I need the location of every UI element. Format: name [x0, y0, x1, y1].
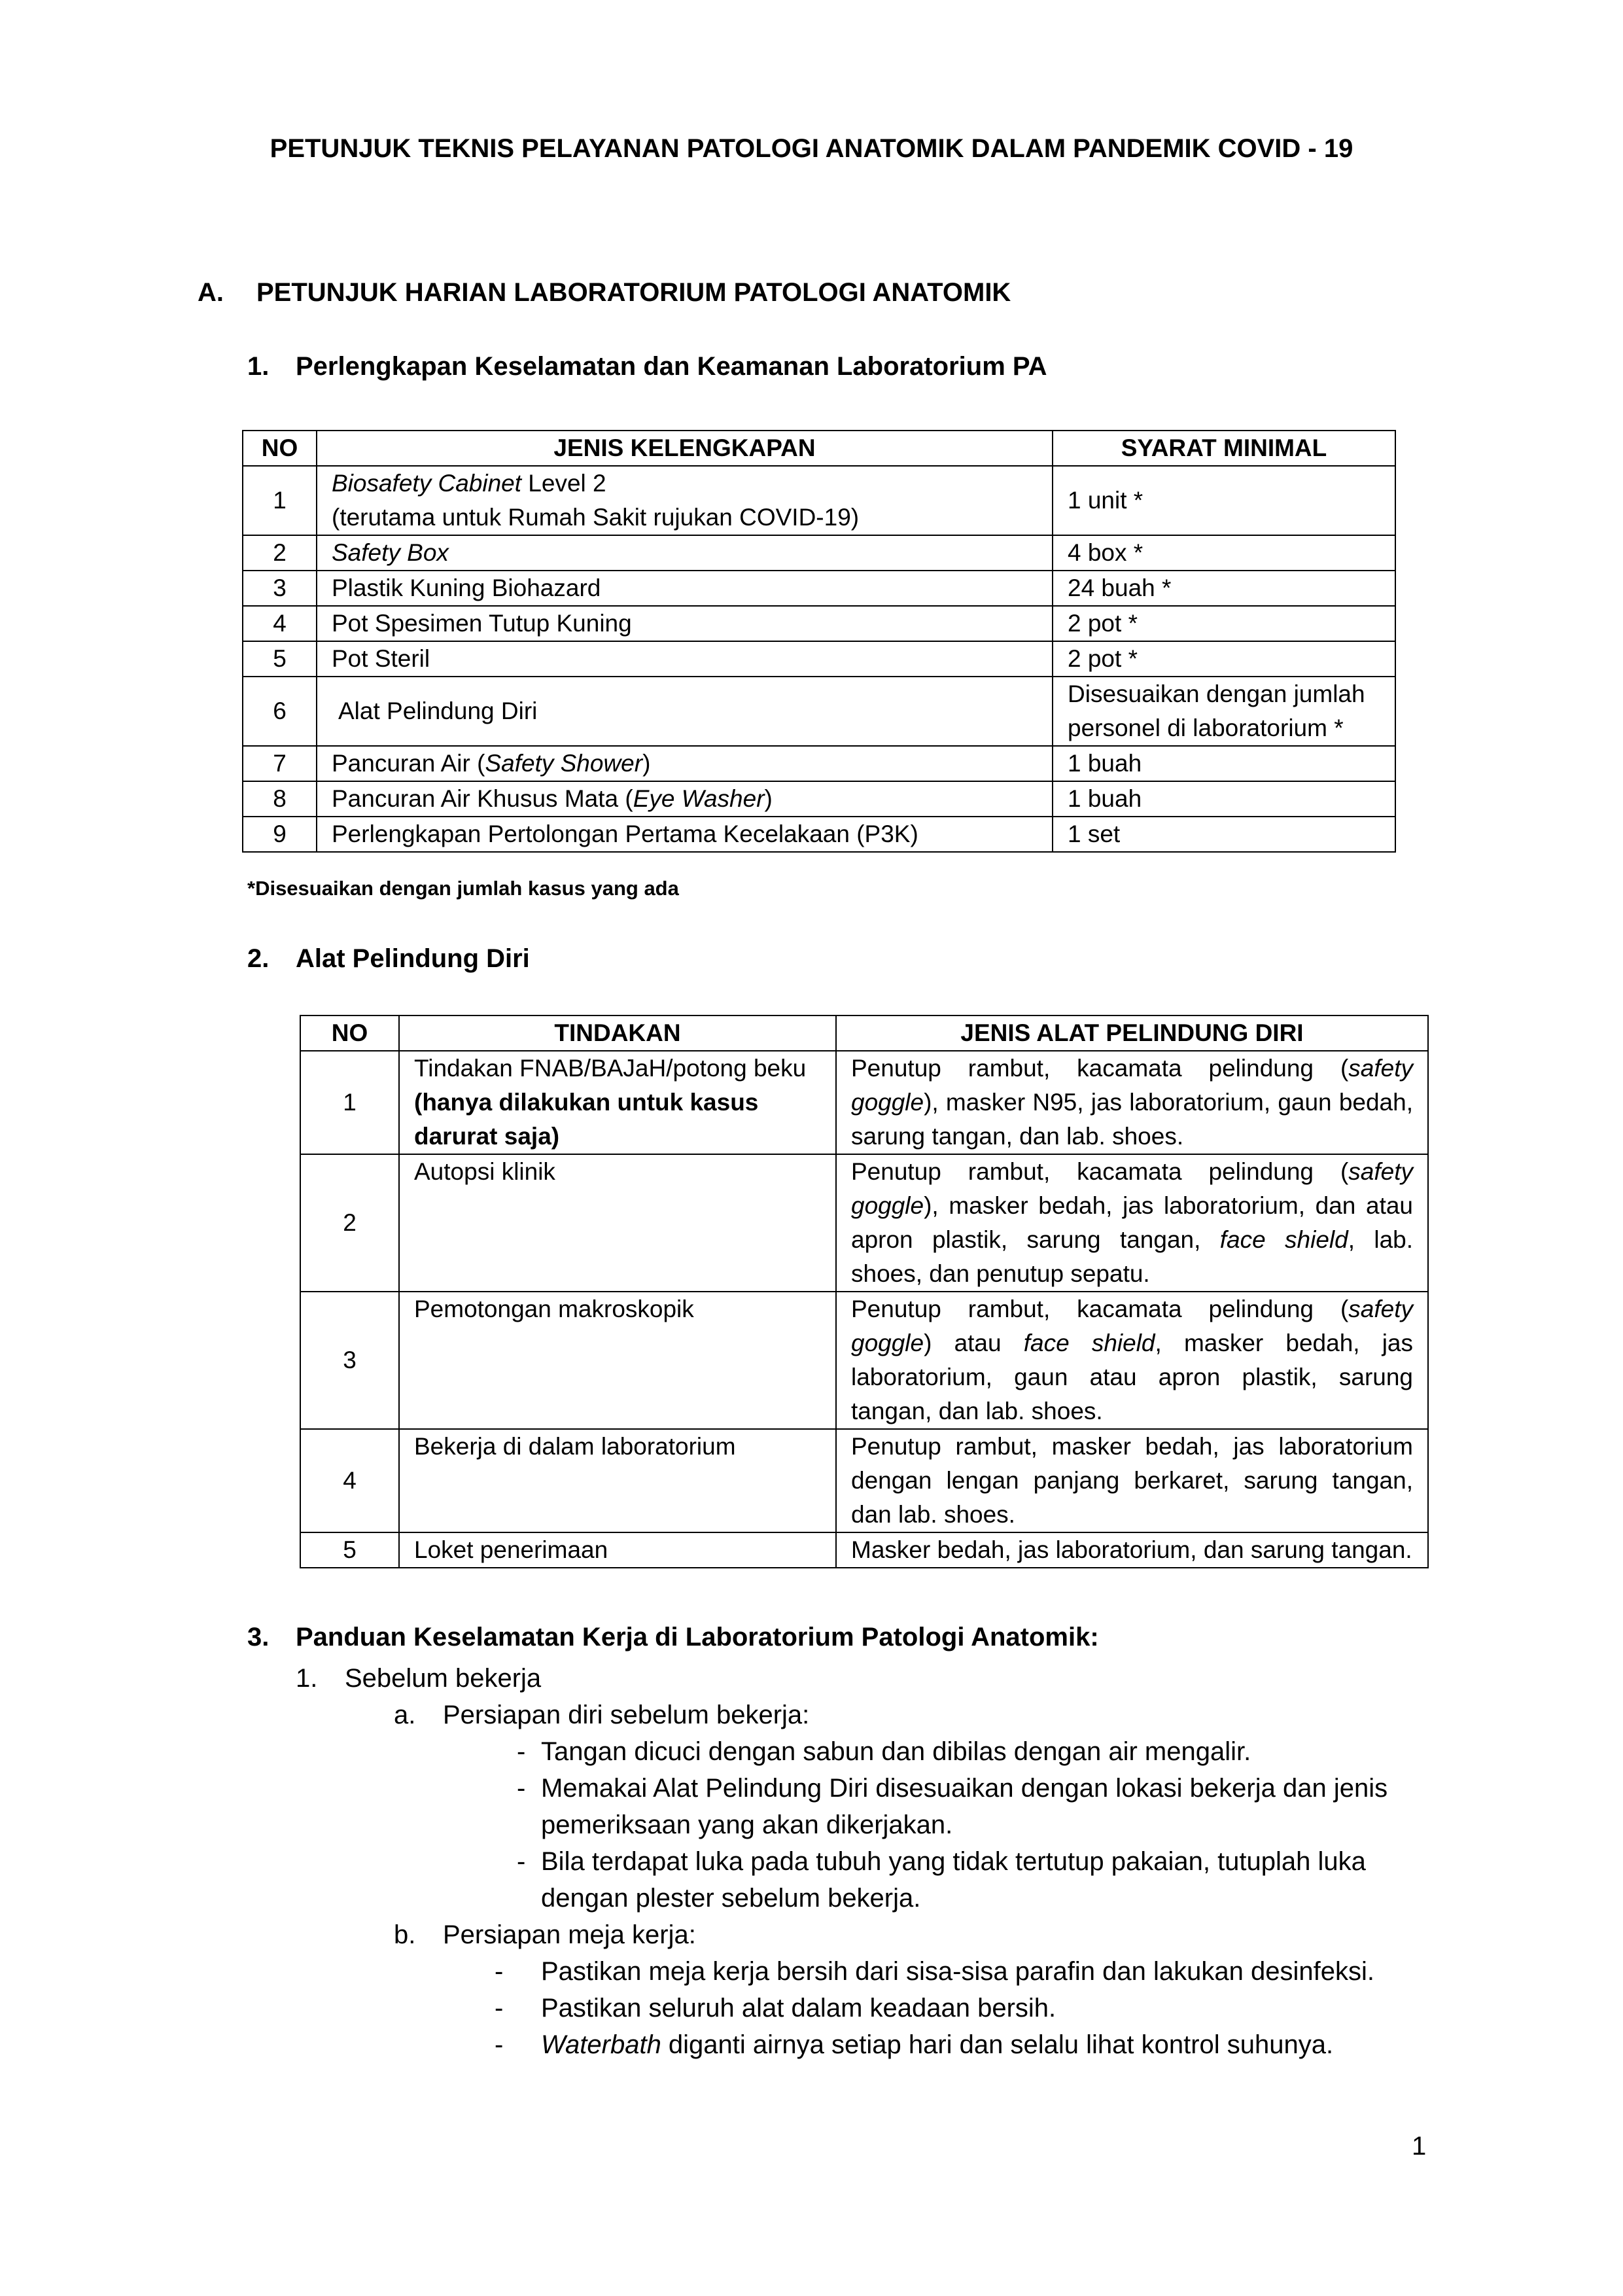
ppe-text: , lab. shoes, dan penutup sepatu.	[851, 1226, 1413, 1287]
table-row	[243, 571, 1395, 606]
ppe-italic-text: face shield	[1219, 1226, 1348, 1253]
requirement-cell: 4 box *	[1053, 535, 1395, 571]
table-header-row	[243, 431, 1395, 466]
step-1-number: 1.	[296, 1664, 318, 1693]
item-cell: Pot Spesimen Tutup Kuning	[317, 606, 1053, 641]
subsection-1-number: 1.	[247, 352, 270, 381]
table-row	[243, 746, 1395, 781]
item-cell	[317, 746, 1053, 781]
ppe-italic-text: safety goggle	[851, 1296, 1413, 1356]
item-italic-text: Biosafety Cabinet	[332, 470, 522, 497]
ppe-cell	[836, 1292, 1428, 1429]
dash-bullet: -	[517, 1847, 526, 1876]
requirement-cell: 2 pot *	[1053, 641, 1395, 677]
action-bold-text: (hanya dilakukan untuk kasus darurat saja)	[414, 1089, 759, 1150]
item-a-label: Persiapan diri sebelum bekerja:	[443, 1701, 810, 1729]
row-number: 1	[243, 466, 317, 535]
list-item: Bila terdapat luka pada tubuh yang tidak tertutup pakaian, tutuplah luka dengan plester sebelum bekerja.	[541, 1847, 1366, 1913]
row-number: 7	[243, 746, 317, 781]
table-footnote: *Disesuaikan dengan jumlah kasus yang ada	[247, 877, 679, 900]
col-header-action: TINDAKAN	[399, 1016, 836, 1051]
row-number: 4	[300, 1429, 399, 1532]
item-italic-text: Safety Box	[332, 539, 449, 566]
dash-bullet: -	[495, 1957, 504, 1986]
list-item	[541, 2026, 1333, 2063]
item-text: Level 2	[521, 470, 606, 497]
row-number: 9	[243, 817, 317, 852]
requirement-cell: 2 pot *	[1053, 606, 1395, 641]
ppe-text: Penutup rambut, masker bedah, jas laboratorium dengan lengan panjang berkaret, sarung tangan, dan lab. shoes.	[851, 1433, 1413, 1528]
item-b-letter: b.	[394, 1920, 416, 1949]
row-number: 3	[243, 571, 317, 606]
table-row	[300, 1051, 1428, 1154]
row-number: 8	[243, 781, 317, 817]
ppe-italic-text: safety goggle	[851, 1055, 1413, 1116]
requirement-cell: 1 buah	[1053, 746, 1395, 781]
table-row	[243, 606, 1395, 641]
table-row	[243, 677, 1395, 746]
ppe-cell	[836, 1051, 1428, 1154]
page-number: 1	[1412, 2132, 1427, 2161]
action-text: Tindakan FNAB/BAJaH/potong beku	[414, 1055, 807, 1082]
item-italic-text: Eye Washer	[633, 785, 765, 812]
ppe-table	[300, 1015, 1429, 1568]
row-number: 6	[243, 677, 317, 746]
col-header-item: JENIS KELENGKAPAN	[317, 431, 1053, 466]
col-header-no: NO	[300, 1016, 399, 1051]
table-row	[243, 535, 1395, 571]
ppe-cell	[836, 1154, 1428, 1292]
ppe-text: ) atau	[924, 1330, 1024, 1356]
item-text-close: )	[764, 785, 773, 812]
list-item-text: diganti airnya setiap hari dan selalu lihat kontrol suhunya.	[661, 2030, 1334, 2059]
ppe-text: Masker bedah, jas laboratorium, dan sarung tangan.	[851, 1536, 1412, 1563]
row-number: 2	[300, 1154, 399, 1292]
ppe-italic-text: face shield	[1023, 1330, 1155, 1356]
action-cell: Autopsi klinik	[399, 1154, 836, 1292]
subsection-2-title: Alat Pelindung Diri	[296, 944, 530, 973]
dash-bullet: -	[495, 1994, 504, 2022]
table-row	[243, 781, 1395, 817]
ppe-italic-text: safety goggle	[851, 1158, 1413, 1219]
dash-bullet: -	[517, 1774, 526, 1803]
row-number: 5	[300, 1532, 399, 1568]
table-row	[300, 1154, 1428, 1292]
list-item-italic: Waterbath	[541, 2030, 661, 2059]
list-item: Pastikan meja kerja bersih dari sisa-sisa parafin dan lakukan desinfeksi.	[541, 1957, 1374, 1986]
ppe-text: , masker bedah, jas laboratorium, gaun atau apron plastik, sarung tangan, dan lab. shoes.	[851, 1330, 1413, 1424]
ppe-text: Penutup rambut, kacamata pelindung (	[851, 1296, 1349, 1322]
item-cell	[317, 466, 1053, 535]
ppe-cell	[836, 1532, 1428, 1568]
table-row	[300, 1292, 1428, 1429]
table-header-row	[300, 1016, 1428, 1051]
subsection-3-number: 3.	[247, 1623, 270, 1651]
item-a-letter: a.	[394, 1701, 416, 1729]
ppe-text: ), masker bedah, jas laboratorium, dan atau apron plastik, sarung tangan,	[851, 1192, 1413, 1253]
list-item: Memakai Alat Pelindung Diri disesuaikan dengan lokasi bekerja dan jenis pemeriksaan yang akan dikerjakan.	[541, 1774, 1388, 1839]
item-text: Pancuran Air (	[332, 750, 485, 777]
row-number: 5	[243, 641, 317, 677]
requirement-cell	[1053, 677, 1395, 746]
list-item: Tangan dicuci dengan sabun dan dibilas dengan air mengalir.	[541, 1737, 1251, 1766]
item-cell: Pot Steril	[317, 641, 1053, 677]
row-number: 4	[243, 606, 317, 641]
requirement-cell: 1 set	[1053, 817, 1395, 852]
dash-bullet: -	[517, 1737, 526, 1766]
requirement-line1: Disesuaikan dengan jumlah	[1068, 680, 1365, 707]
table-row	[300, 1532, 1428, 1568]
item-cell: Alat Pelindung Diri	[317, 677, 1053, 746]
item-cell	[317, 781, 1053, 817]
document-title: PETUNJUK TEKNIS PELAYANAN PATOLOGI ANATOMIK DALAM PANDEMIK COVID - 19	[270, 134, 1353, 163]
subsection-2-number: 2.	[247, 944, 270, 973]
requirement-cell: 24 buah *	[1053, 571, 1395, 606]
ppe-text: ), masker N95, jas laboratorium, gaun bedah, sarung tangan, dan lab. shoes.	[851, 1089, 1413, 1150]
action-cell	[399, 1051, 836, 1154]
dash-bullet: -	[495, 2030, 504, 2059]
row-number: 3	[300, 1292, 399, 1429]
row-number: 1	[300, 1051, 399, 1154]
requirement-line2: personel di laboratorium *	[1068, 715, 1344, 741]
table-row	[243, 817, 1395, 852]
item-italic-text: Safety Shower	[485, 750, 643, 777]
requirement-cell: 1 buah	[1053, 781, 1395, 817]
list-item: Pastikan seluruh alat dalam keadaan bersih.	[541, 1994, 1056, 2022]
table-row	[243, 641, 1395, 677]
ppe-cell	[836, 1429, 1428, 1532]
col-header-ppe: JENIS ALAT PELINDUNG DIRI	[836, 1016, 1428, 1051]
requirement-cell: 1 unit *	[1053, 466, 1395, 535]
ppe-text: Penutup rambut, kacamata pelindung (	[851, 1158, 1349, 1185]
table-row	[300, 1429, 1428, 1532]
col-header-no: NO	[243, 431, 317, 466]
step-1-label: Sebelum bekerja	[345, 1664, 542, 1693]
section-a-letter: A.	[198, 278, 224, 307]
action-cell: Bekerja di dalam laboratorium	[399, 1429, 836, 1532]
item-cell: Perlengkapan Pertolongan Pertama Kecelakaan (P3K)	[317, 817, 1053, 852]
ppe-text: Penutup rambut, kacamata pelindung (	[851, 1055, 1349, 1082]
item-text: Pancuran Air Khusus Mata (	[332, 785, 633, 812]
item-text-line2: (terutama untuk Rumah Sakit rujukan COVID-19)	[332, 504, 860, 531]
item-text-close: )	[642, 750, 651, 777]
action-cell: Loket penerimaan	[399, 1532, 836, 1568]
item-cell: Plastik Kuning Biohazard	[317, 571, 1053, 606]
col-header-requirement: SYARAT MINIMAL	[1053, 431, 1395, 466]
section-a-title: PETUNJUK HARIAN LABORATORIUM PATOLOGI ANATOMIK	[256, 278, 1011, 307]
equipment-table	[242, 430, 1396, 853]
subsection-3-title: Panduan Keselamatan Kerja di Laboratorium Patologi Anatomik:	[296, 1623, 1099, 1651]
subsection-1-title: Perlengkapan Keselamatan dan Keamanan Laboratorium PA	[296, 352, 1047, 381]
action-cell: Pemotongan makroskopik	[399, 1292, 836, 1429]
item-b-label: Persiapan meja kerja:	[443, 1920, 696, 1949]
table-row	[243, 466, 1395, 535]
row-number: 2	[243, 535, 317, 571]
item-cell	[317, 535, 1053, 571]
